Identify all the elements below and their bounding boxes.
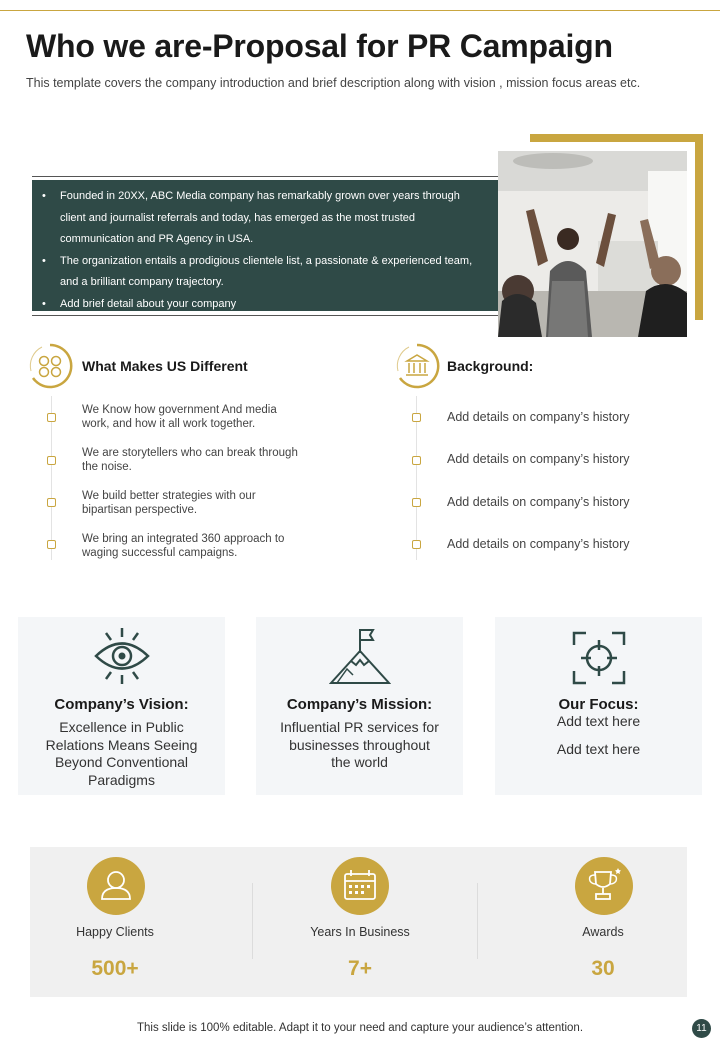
page-title: Who we are-Proposal for PR Campaign — [26, 28, 613, 64]
differentiators-icon — [27, 343, 73, 389]
focus-line-1: Add text here — [556, 713, 641, 729]
background-checkbox — [412, 540, 421, 549]
different-item: We are storytellers who can break through the noise. — [82, 447, 298, 473]
different-checkbox — [47, 413, 56, 422]
stat-divider — [252, 883, 253, 959]
trophy-icon — [575, 857, 633, 915]
team-celebration-photo — [498, 151, 687, 337]
focus-line-2: Add text here — [556, 741, 641, 757]
stat-icon-circle — [331, 857, 389, 915]
different-checkbox — [47, 456, 56, 465]
page-number-badge: 11 — [692, 1019, 711, 1038]
mission-title: Company’s Mission: — [286, 696, 433, 713]
intro-bullet-list — [42, 186, 484, 316]
stat-value-years: 7+ — [348, 957, 372, 980]
target-focus-icon — [572, 631, 626, 685]
stat-value-happy-clients: 500+ — [91, 957, 139, 980]
mountain-flag-icon — [329, 625, 391, 687]
top-rule — [0, 10, 720, 11]
different-item: We build better strategies with our bipartisan perspective. — [82, 490, 256, 516]
focus-title: Our Focus: — [558, 696, 639, 713]
vision-body: Excellence in Public Relations Means Seeing Beyond Conventional Paradigms — [45, 719, 198, 788]
intro-top-rule — [32, 176, 498, 177]
different-section-title: What Makes US Different — [82, 358, 248, 374]
background-item: Add details on company’s history — [447, 452, 630, 466]
stat-divider — [477, 883, 478, 959]
different-checkbox — [47, 540, 56, 549]
intro-bullet: • Add brief detail about your company — [42, 294, 484, 316]
stat-value-awards: 30 — [591, 957, 615, 980]
different-item: We bring an integrated 360 approach to waging successful campaigns. — [82, 533, 285, 559]
photo-frame-accent-side — [695, 134, 703, 320]
vision-card — [18, 617, 225, 795]
calendar-icon — [331, 857, 389, 915]
intro-box — [32, 180, 498, 311]
background-item: Add details on company’s history — [447, 537, 630, 551]
mission-card — [256, 617, 463, 795]
eye-icon — [92, 625, 152, 687]
user-icon — [87, 857, 145, 915]
stat-icon-circle — [87, 857, 145, 915]
bank-building-icon — [394, 343, 440, 389]
footer-note: This slide is 100% editable. Adapt it to your need and capture your audience’s attention. — [136, 1022, 584, 1034]
background-checkbox — [412, 498, 421, 507]
background-checkbox — [412, 456, 421, 465]
background-section-title: Background: — [447, 358, 534, 374]
background-item: Add details on company’s history — [447, 410, 630, 424]
stat-icon-circle — [575, 857, 633, 915]
background-item: Add details on company’s history — [447, 495, 630, 509]
intro-bottom-rule — [32, 315, 498, 316]
mission-body: Influential PR services for businesses throughout the world — [280, 719, 439, 770]
stat-label-happy-clients: Happy Clients — [76, 925, 154, 939]
intro-bullet: • Founded in 20XX, ABC Media company has remarkably grown over years through client and journalist referrals and today, has emerged as the most trusted communication and PR Agency in USA. — [42, 186, 484, 251]
focus-card — [495, 617, 702, 795]
different-item: We Know how government And media work, and how it all work together. — [82, 404, 277, 430]
different-checkbox — [47, 498, 56, 507]
background-checkbox — [412, 413, 421, 422]
page-subtitle: This template covers the company introduction and brief description along with vision , mission focus areas etc. — [26, 76, 641, 90]
photo-frame-accent-top — [530, 134, 703, 142]
stat-label-awards: Awards — [582, 925, 624, 939]
vision-title: Company’s Vision: — [54, 696, 189, 713]
intro-bullet: • The organization entails a prodigious clientele list, a passionate & experienced team, and a brilliant company trajectory. — [42, 251, 484, 294]
stat-label-years: Years In Business — [310, 925, 410, 939]
